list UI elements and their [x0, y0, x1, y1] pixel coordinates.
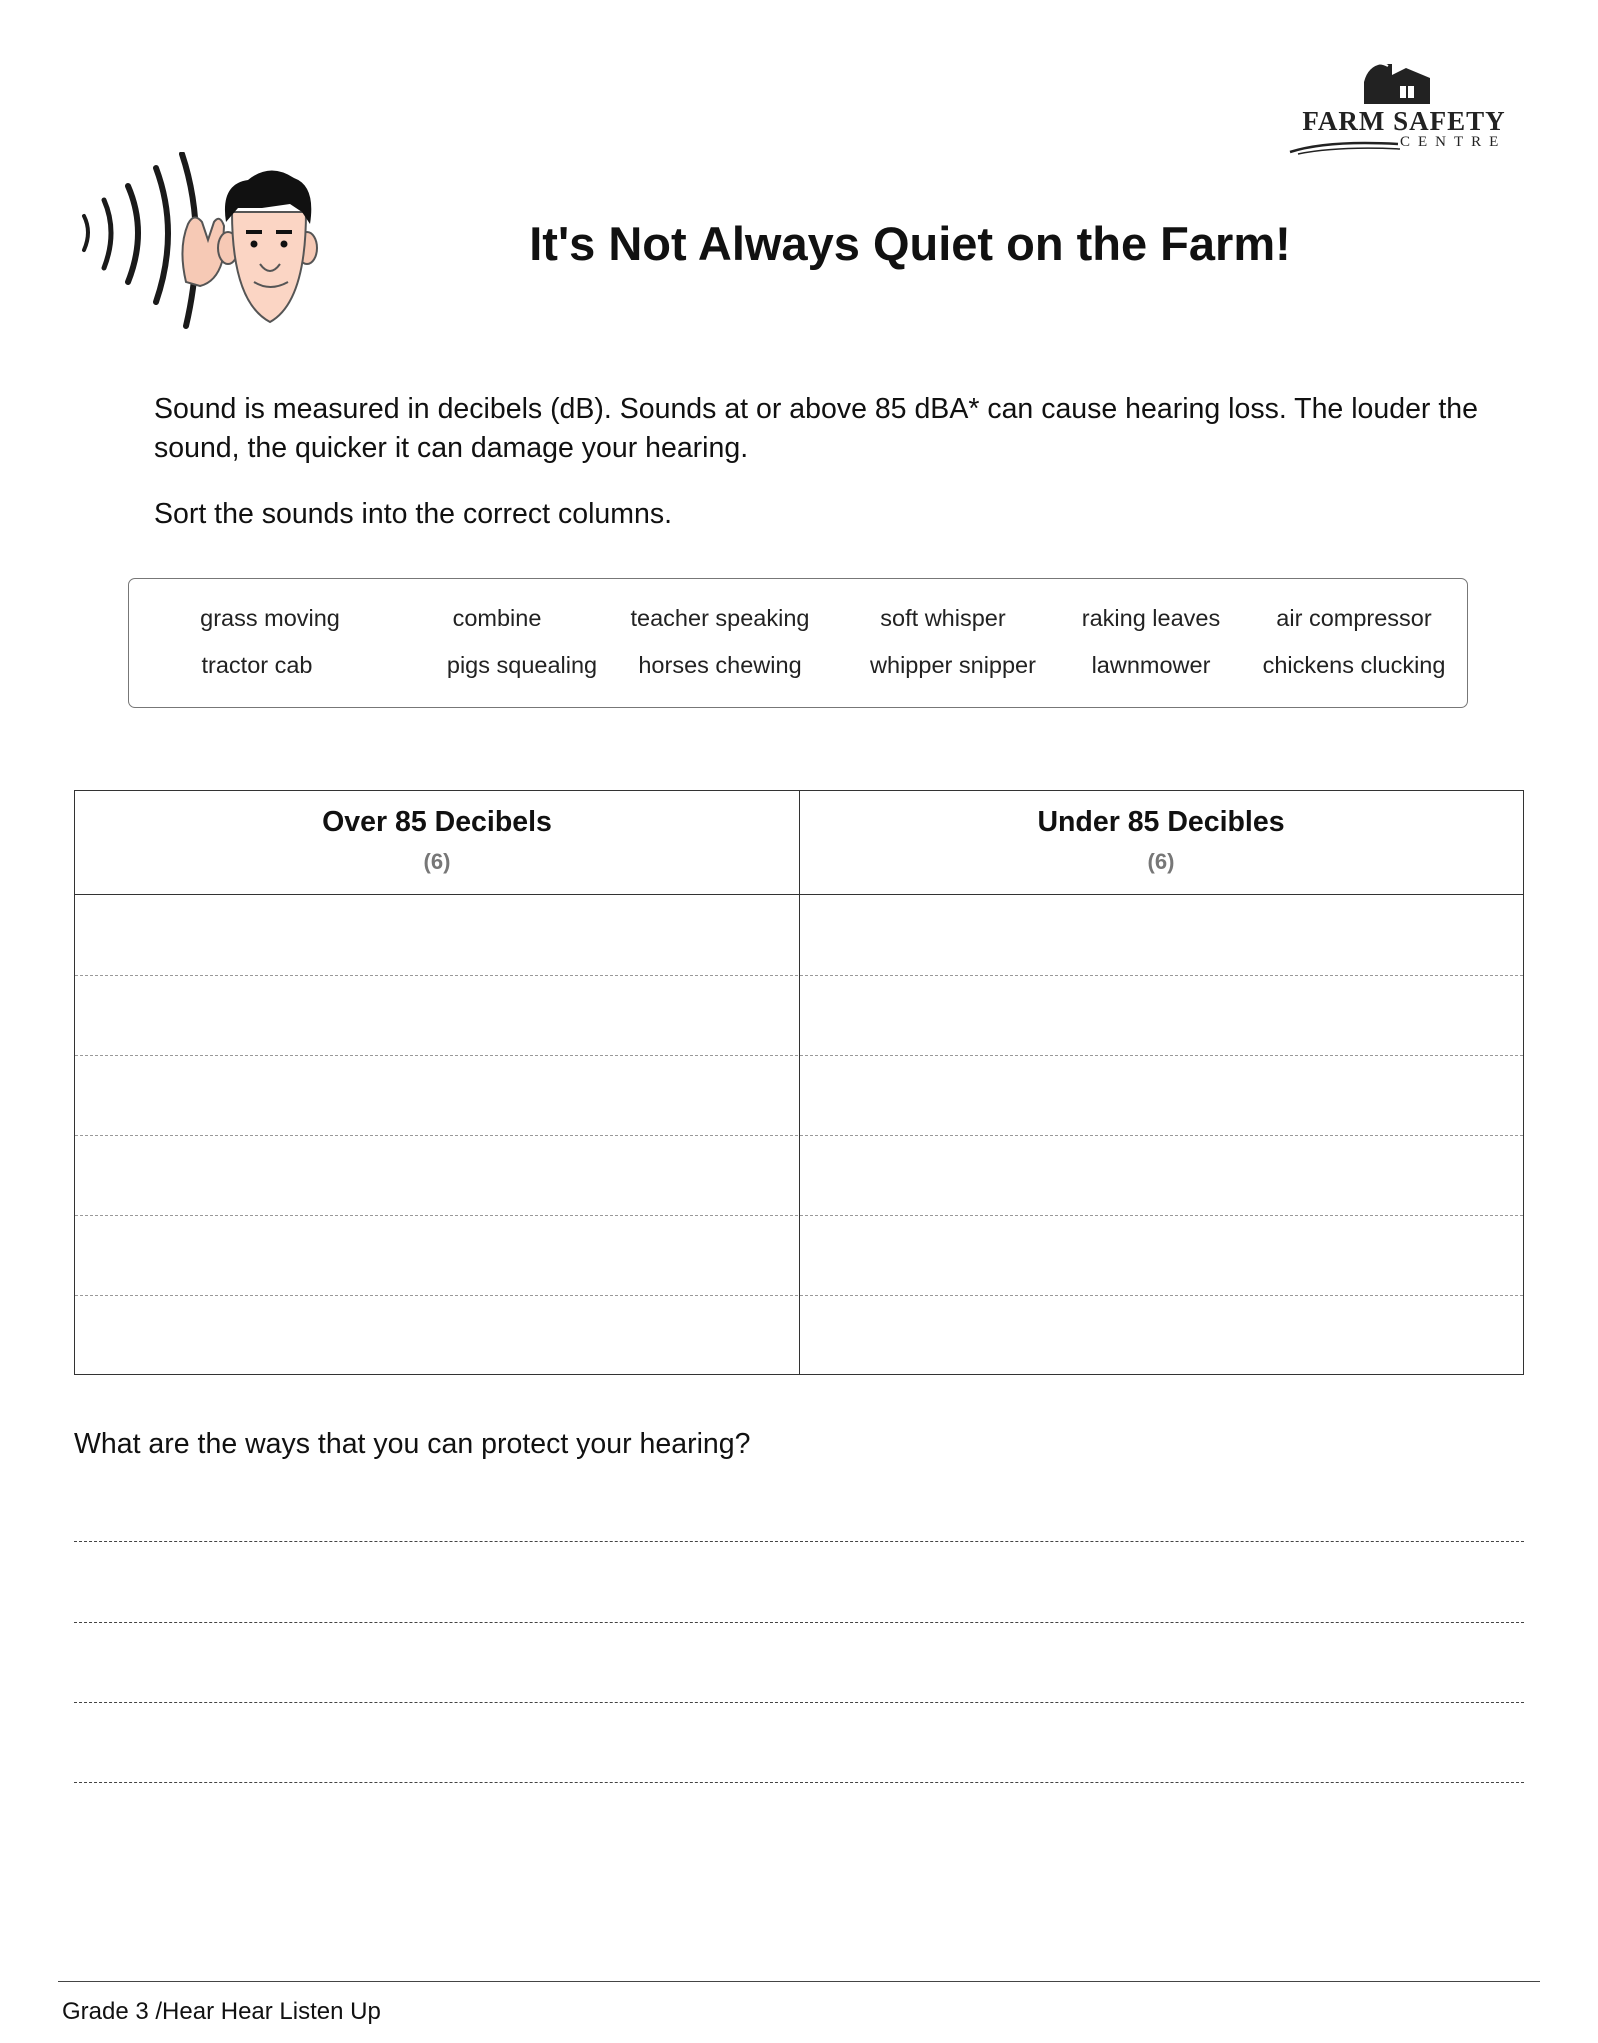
answer-line[interactable] — [74, 1702, 1524, 1703]
logo-swoosh — [1288, 136, 1408, 156]
footer-rule — [58, 1981, 1540, 1982]
table-row-line — [75, 1135, 1523, 1136]
word-bank-item[interactable]: horses chewing — [638, 652, 802, 678]
column-title: Under 85 Decibles — [1037, 806, 1285, 838]
sorting-table — [74, 790, 1524, 1375]
table-row-line — [75, 1215, 1523, 1216]
intro-paragraph: Sound is measured in decibels (dB). Sounds at or above 85 dBA* can cause hearing loss. The louder the sound, the quicker it can damage your hearing. — [154, 393, 1478, 464]
sound-waves-icon — [84, 154, 196, 326]
header-separator — [75, 894, 1523, 895]
column-header-under-85 — [799, 805, 1523, 875]
word-bank-item[interactable]: teacher speaking — [630, 605, 810, 631]
logo-sub: CENTRE — [1400, 134, 1507, 150]
word-bank-box — [128, 578, 1468, 708]
word-bank-item[interactable]: combine — [452, 605, 542, 631]
page-title: It's Not Always Quiet on the Farm! — [529, 217, 1291, 270]
word-bank-item[interactable]: tractor cab — [201, 652, 313, 678]
face-icon — [218, 170, 317, 322]
column-count: (6) — [423, 849, 451, 874]
column-divider — [799, 791, 800, 1374]
instruction-text: Sort the sounds into the correct columns. — [154, 498, 673, 530]
footer-text: Grade 3 /Hear Hear Listen Up — [62, 1998, 381, 2025]
table-row-line — [75, 1295, 1523, 1296]
word-bank-item[interactable]: pigs squealing — [446, 652, 598, 678]
hearing-question: What are the ways that you can protect your hearing? — [74, 1428, 751, 1460]
table-row-line — [75, 1055, 1523, 1056]
word-bank-item[interactable]: soft whisper — [880, 605, 1006, 631]
answer-line[interactable] — [74, 1622, 1524, 1623]
word-bank-item[interactable]: lawnmower — [1091, 652, 1211, 678]
word-bank-item[interactable]: chickens clucking — [1262, 652, 1446, 678]
column-title: Over 85 Decibels — [322, 806, 552, 838]
logo-name: FARM SAFETY — [1302, 106, 1506, 136]
column-header-over-85 — [75, 805, 799, 875]
word-bank-item[interactable]: grass moving — [200, 605, 340, 631]
farm-safety-centre-logo — [1282, 60, 1526, 156]
barn-icon — [1282, 60, 1526, 110]
word-bank-item[interactable]: raking leaves — [1081, 605, 1221, 631]
word-bank-item[interactable]: whipper snipper — [870, 652, 1036, 678]
table-row-line — [75, 975, 1523, 976]
listening-face-illustration — [70, 152, 390, 332]
column-count: (6) — [1147, 849, 1175, 874]
answer-line[interactable] — [74, 1541, 1524, 1542]
answer-line[interactable] — [74, 1782, 1524, 1783]
word-bank-item[interactable]: air compressor — [1276, 605, 1432, 631]
